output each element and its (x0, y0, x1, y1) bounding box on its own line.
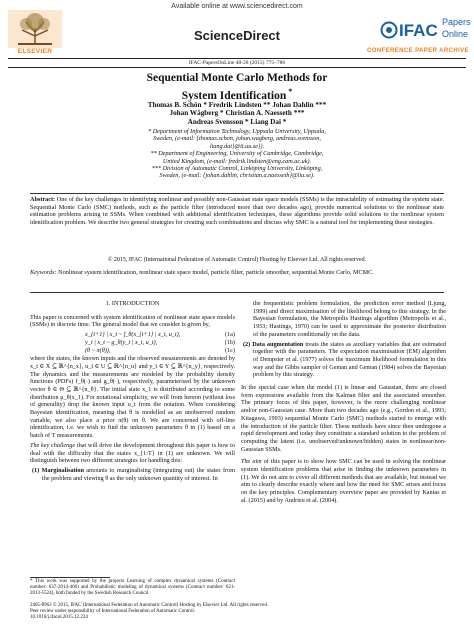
journal-citation-line: IFAC-PapersOnLine 48-28 (2015) 775–786 (188, 60, 286, 66)
equation-1c-text: (θ ~ π(θ)), (85, 347, 111, 355)
equation-1b-text: y_t | x_t ~ g_θ(y_t | x_t, u_t), (85, 339, 158, 347)
affiliation-line: * Department of Information Technology, Uppsala University, Uppsala, (148, 128, 326, 135)
strategy-item-1-text: amounts to marginalising (integrating out) the states from the problem and viewing θ as the only unknown quantity of interest. In (42, 466, 236, 482)
strategy-item-1-label: (1) Marginalisation (32, 466, 84, 474)
strategy-item-1 (30, 467, 235, 482)
affiliation-line: ** Department of Engineering, University of Cambridge, Cambridge, (150, 150, 324, 158)
ifac-logo-online-text: Online (442, 29, 469, 39)
strategy-item-1-continued: the frequentistic problem formulation, the prediction error method (Ljung, 1999) and direct maximisation of the likelihood belong to this strategy. In the Bayesian formulation, the Metropolis Hastings algorithm (Metropolis et al., 1953; Hastings, 1970) can be used to approximate the posterior distribution of the parameters conditionally on the data. (253, 300, 446, 338)
header-divider-2 (8, 67, 466, 68)
abstract (30, 196, 444, 227)
keywords-text: Nonlinear system identification, nonlinear state space model, particle filter, particle smoother, sequential Monte Carlo, MCMC. (56, 269, 374, 276)
intro-paragraph-3 (30, 442, 235, 465)
abstract-text: One of the key challenges in identifying nonlinear and possibly non-Gaussian state space models (SSMs) is the intractability of estimating the system state. Sequential Monte Carlo (SMC) methods, such as the particle filter (introduced more than two decades ago), provide numerical solutions to the nonlinear state estimation problems arising in SSMs. When combined with additional identification techniques, these algorithms provide solid solutions to the nonlinear system identification problem. We describe two general strategies for creating such combinations and discuss why SMC is a natural tool for implementing these strategies. (30, 196, 444, 227)
equation-1a (30, 331, 235, 339)
keywords (30, 269, 444, 277)
sciencedirect-logo: ScienceDirect (194, 28, 280, 43)
copyright-notice: © 2015, IFAC (International Federation of Automatic Control) Hosting by Elsevier Ltd. All rights reserved. (107, 257, 367, 263)
strategy-item-2-text: treats the states as auxiliary variables that are estimated together with the parameters. The expectation maximisation (EM) algorithm of Dempster et al. (1977) solves the maximum likelihood formulation in this way and the Gibbs sampler of Geman and Geman (1984) solves the Bayesian problem by this strategy. (253, 340, 446, 379)
doi-link[interactable]: 10.1016/j.ifacol.2015.12.224 (30, 615, 88, 620)
publication-info (30, 603, 444, 621)
paper-title (40, 72, 434, 103)
title-line-1: Sequential Monte Carlo Methods for (146, 72, 328, 84)
title-footnote-mark: * (286, 87, 293, 96)
affiliations (60, 128, 414, 180)
ifac-logo-papers-text: Papers (442, 17, 471, 27)
authors-line-1: Thomas B. Schön * Fredrik Lindsten ** Johan Dahlin *** (147, 101, 327, 109)
header-divider (8, 58, 466, 59)
intro-paragraph-1: This paper is concerned with system identification of nonlinear state space models (SSMs) in discrete time. The general model that we consider is given by, (30, 313, 235, 329)
key-challenge-emphasis: The key challenge (30, 441, 76, 449)
abstract-top-rule (30, 193, 444, 194)
strategy-item-2-label: (2) Data augmentation (243, 340, 304, 348)
strategy-item-2 (241, 341, 446, 380)
authors-line-2: Johan Wågberg * Christian A. Naesseth *** (169, 109, 305, 118)
affiliation-line: United Kingdom, (e-mail: fredrik.lindsten@eng.cam.ac.uk). (162, 157, 312, 165)
elsevier-logo-text: ELSEVIER (17, 48, 53, 55)
keywords-bottom-rule (30, 292, 444, 293)
equation-1b-number: (1b) (224, 339, 235, 347)
intro-paragraph-4: In the special case when the model (1) is linear and Gaussian, there are closed form expressions available from the Kalman filter and the associated smoother. The primary focus of this paper, however, is the more challenging nonlinear and/or non-Gaussian case. More than two decades ago (e.g., Gordon et al., 1993; Kitagawa, 1993) sequential Monte Carlo (SMC) methods started to emerge with the introduction of the particle filter. These methods have since then undergone a rapid development and today they constitute a standard solution to the problem of computing the latent (i.e. unobserved/unknown/hidden) states in nonlinear/non-Gaussian SSMs. (241, 384, 446, 453)
abstract-label: Abstract: (30, 196, 56, 203)
affiliation-line: Sweden, (e-mail: {thomas.schon, johan.wagberg, andreas.svensson, (153, 135, 321, 143)
conference-paper-archive-label: CONFERENCE PAPER ARCHIVE (367, 48, 469, 54)
peer-review-line: Peer review under responsibility of International Federation of Automatic Control. (30, 609, 195, 614)
intro-paragraph-3-text: that will drive the development throughout this paper is how to deal with the difficulty that the states x_{1:T} in (1) are unknown. We will distinguish between two different strategies for handling this: (30, 441, 235, 465)
left-column (30, 300, 235, 484)
intro-paragraph-2: where the states, the known inputs and the observed measurements are denoted by x_t ∈ X ⊆ ℝ^{n_x}, u_t ∈ U ⊆ ℝ^{n_u} and y_t ∈ Y ⊆ ℝ^{n_y}, respectively. The dynamics and the measurements are modeled by the probability density functions (PDFs) f_θ(·) and g_θ(·), respectively, parameterised by the unknown vector θ ∈ Θ ⊆ ℝ^{n_θ}. The initial state x_1 is distributed according to some distribution μ_θ(x_1). For notational simplicity, we will from hereon (without loss of generality) drop the known input u_t from the notation. When considering Bayesian identification, meaning that θ is modelled as an unobserved random variable, we also place a prior π(θ) on θ. We are concerned with off-line identification, i.e. we wish to find the unknown parameters θ in (1) based on a batch of T measurements. (30, 355, 235, 440)
author-list (40, 101, 434, 126)
affiliation-line: Sweden, (e-mail: {johan.dahlin, christian.a.naesseth}@liu.se). (159, 172, 315, 180)
aim-emphasis: The aim (241, 458, 262, 466)
title-line-2-text: System Identification (181, 89, 287, 102)
ifac-papers-online-logo (380, 10, 472, 50)
affiliation-line: liang.dai}@it.uu.se}). (209, 142, 265, 150)
intro-paragraph-5 (241, 458, 446, 504)
equation-1c-number: (1c) (225, 347, 235, 355)
affiliation-line: *** Division of Automatic Control, Linköping University, Linköping, (151, 165, 323, 173)
available-online-link[interactable]: Available online at www.sciencedirect.com (171, 3, 303, 10)
intro-paragraph-5-text: of this paper is to show how SMC can be used in solving the nonlinear system identification problems that arise in finding the unknown parameters in (1). We do not aim to cover all different methods that are available, but instead we aim to clearly describe exactly where and how the need for SMC arises and focus on the key principles. Complementary overview paper are provided by Kantas et al. (2015) and by Andrieu et al. (2004). (241, 458, 447, 504)
keywords-label: Keywords: (30, 269, 57, 276)
footnote-rule (30, 577, 110, 578)
right-column (241, 300, 446, 507)
funding-footnote: * This work was supported by the projects Learning of complex dynamical systems (Contract number: 637-2014-466) and Probabilistic modeling of dynamical systems (Contract number: 621-2013-5524), both funded by the Swedish Research Council. (30, 579, 235, 596)
issn-copyright-line: 2405-8963 © 2015, IFAC (International Federation of Automatic Control) Hosting by Elsevier Ltd. All rights reserved. (30, 603, 269, 608)
equation-1c (30, 347, 235, 355)
section-heading-introduction: 1. INTRODUCTION (105, 300, 160, 307)
equation-1a-text: x_{t+1} | x_t ~ f_θ(x_{t+1} | x_t, u_t), (85, 331, 181, 339)
ifac-logo-main-text: IFAC (399, 21, 438, 40)
equation-1b (30, 339, 235, 347)
equation-1a-number: (1a) (225, 331, 235, 339)
authors-line-3: Andreas Svensson * Liang Dai * (187, 117, 287, 126)
